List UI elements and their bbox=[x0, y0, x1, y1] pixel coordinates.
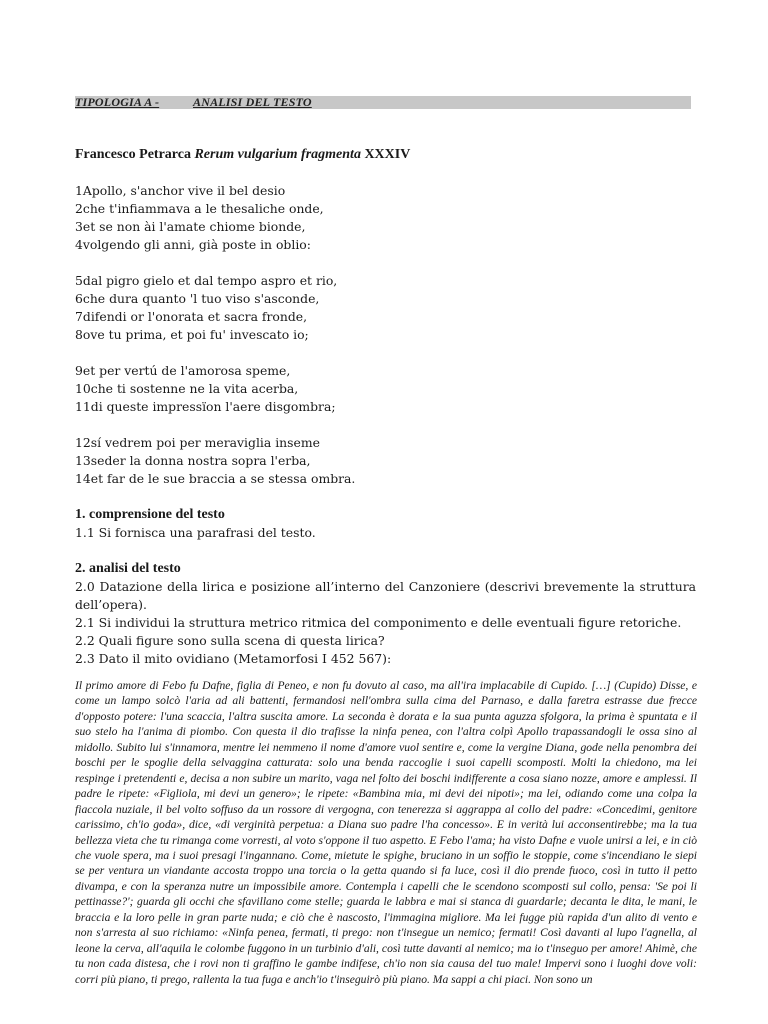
banner-analysis: ANALISI DEL TESTO bbox=[193, 95, 312, 109]
verse-line: 9et per vertú de l'amorosa speme, bbox=[75, 363, 291, 378]
question-item: 1.1 Si fornisca una parafrasi del testo. bbox=[75, 525, 316, 540]
title-number: XXXIV bbox=[364, 147, 411, 162]
section-banner bbox=[75, 96, 691, 109]
verse-line: 7difendi or l'onorata et sacra fronde, bbox=[75, 309, 308, 324]
question-item: 2.3 Dato il mito ovidiano (Metamorfosi I 452 567): bbox=[75, 651, 392, 666]
verse-line: 10che ti sostenne ne la vita acerba, bbox=[75, 381, 299, 396]
stanza-4 bbox=[75, 434, 696, 488]
section-heading-analisi: 2. analisi del testo bbox=[75, 561, 181, 576]
verse-line: 14et far de le sue braccia a se stessa ombra. bbox=[75, 471, 356, 486]
stanza-1 bbox=[75, 182, 696, 254]
question-item: 2.1 Si individui la struttura metrico ritmica del componimento e delle eventuali figure retoriche. bbox=[75, 615, 682, 630]
verse-line: 8ove tu prima, et poi fu' invescato io; bbox=[75, 327, 309, 342]
verse-line: 6che dura quanto 'l tuo viso s'asconde, bbox=[75, 291, 320, 306]
verse-line: 4volgendo gli anni, già poste in oblio: bbox=[75, 237, 311, 252]
title-author: Francesco Petrarca bbox=[75, 147, 191, 162]
verse-line: 1Apollo, s'anchor vive il bel desio bbox=[75, 183, 286, 198]
poem bbox=[75, 182, 696, 488]
question-item: 2.2 Quali figure sono sulla scena di questa lirica? bbox=[75, 633, 385, 648]
poem-title bbox=[75, 146, 696, 164]
banner-typology: TIPOLOGIA A - bbox=[75, 95, 160, 109]
verse-line: 13seder la donna nostra sopra l'erba, bbox=[75, 453, 311, 468]
verse-line: 3et se non ài l'amate chiome bionde, bbox=[75, 219, 306, 234]
main-content bbox=[75, 146, 696, 668]
ovid-quotation: Il primo amore di Febo fu Dafne, figlia di Peneo, e non fu dovuto al caso, ma all'ira implacabile di Cupido. […] (Cupido) Disse, e come un lampo solcò l'aria ad ali battenti, fermandosi nell'ombra sulla cima del Parnaso, e dalla faretra estrasse due frecce d'opposto potere: l'una scaccia, l'altra suscita amore. La seconda è dorata e la sua punta aguzza sfolgora, la prima è spuntata e il suo stelo ha l'anima di piombo. Con questa il dio trafisse la ninfa penea, con l'altra colpì Apollo trapassandogli le ossa sino al midollo. Subito lui s'innamora, mentre lei nemmeno il nome d'amore vuol sentire e, come la vergine Diana, gode nella penombra dei boschi per le spoglie della selvaggina catturata: solo una benda raccoglie i suoi capelli scomposti. Molti la chiedono, ma lei respinge i pretendenti e, decisa a non subire un marito, vaga nel folto dei boschi indifferente a cosa siano nozze, amore e amplessi. Il padre le ripete: «Figliola, mi devi un genero»; le ripete: «Bambina mia, mi devi dei nipoti»; ma lei, odiando come una colpa la fiaccola nuziale, il bel volto soffuso da un rossore di vergogna, con tenerezza si aggrappa al collo del padre: «Concedimi, genitore carissimo, ch'io goda», dice, «di verginità perpetua: a Diana suo padre l'ha concesso». E in verità lui acconsentirebbe; ma la tua bellezza vieta che tu rimanga come vorresti, al voto s'oppone il tuo aspetto. E Febo l'ama; ha visto Dafne e vuole unirsi a lei, e in ciò che vuole spera, ma i suoi presagi l'ingannano. Come, mietute le spighe, bruciano in un soffio le stoppie, come s'incendiano le siepi se per ventura un viandante accosta troppo una torcia o la getta quando si fa luce, così il dio prende fuoco, così in tutto il petto divampa, e con la speranza nutre un impossibile amore. Contempla i capelli che le scendono scomposti sul collo, pensa: 'Se poi li pettinasse?'; guarda gli occhi che sfavillano come stelle; guarda le labbra e mai si stanca di guardarle; decanta le dita, le mani, le braccia e la loro pelle in gran parte nuda; e ciò che è nascosto, l'immagina migliore. Ma lei fugge più rapida d'un alito di vento e non s'arresta al suo richiamo: «Ninfa penea, fermati, ti prego: non t'insegue un nemico; fermati! Così davanti al lupo l'agnella, al leone la cerva, all'aquila le colombe fuggono in un turbinio d'ali, così tutte davanti al nemico; ma io t'inseguo per amore! Ahimè, che tu non cada distesa, che i rovi non ti graffino le gambe indifese, ch'io non sia causa del tuo male! Impervi sono i luoghi dove voli: corri più piano, ti prego, rallenta la tua fuga e anch'io t'inseguirò più piano. Ma sappi a chi piaci. Non sono un bbox=[75, 679, 697, 986]
verse-line: 12sí vedrem poi per meraviglia inseme bbox=[75, 435, 320, 450]
question-item: 2.0 Datazione della lirica e posizione all’interno del Canzoniere (descrivi brevemente la struttura dell’opera). bbox=[75, 579, 696, 612]
stanza-3 bbox=[75, 362, 696, 416]
title-work: Rerum vulgarium fragmenta bbox=[194, 147, 361, 162]
verse-line: 5dal pigro gielo et dal tempo aspro et rio, bbox=[75, 273, 338, 288]
stanza-2 bbox=[75, 272, 696, 344]
section-heading-comprensione: 1. comprensione del testo bbox=[75, 507, 225, 522]
verse-line: 11di queste impressïon l'aere disgombra; bbox=[75, 399, 336, 414]
verse-line: 2che t'infiammava a le thesaliche onde, bbox=[75, 201, 324, 216]
